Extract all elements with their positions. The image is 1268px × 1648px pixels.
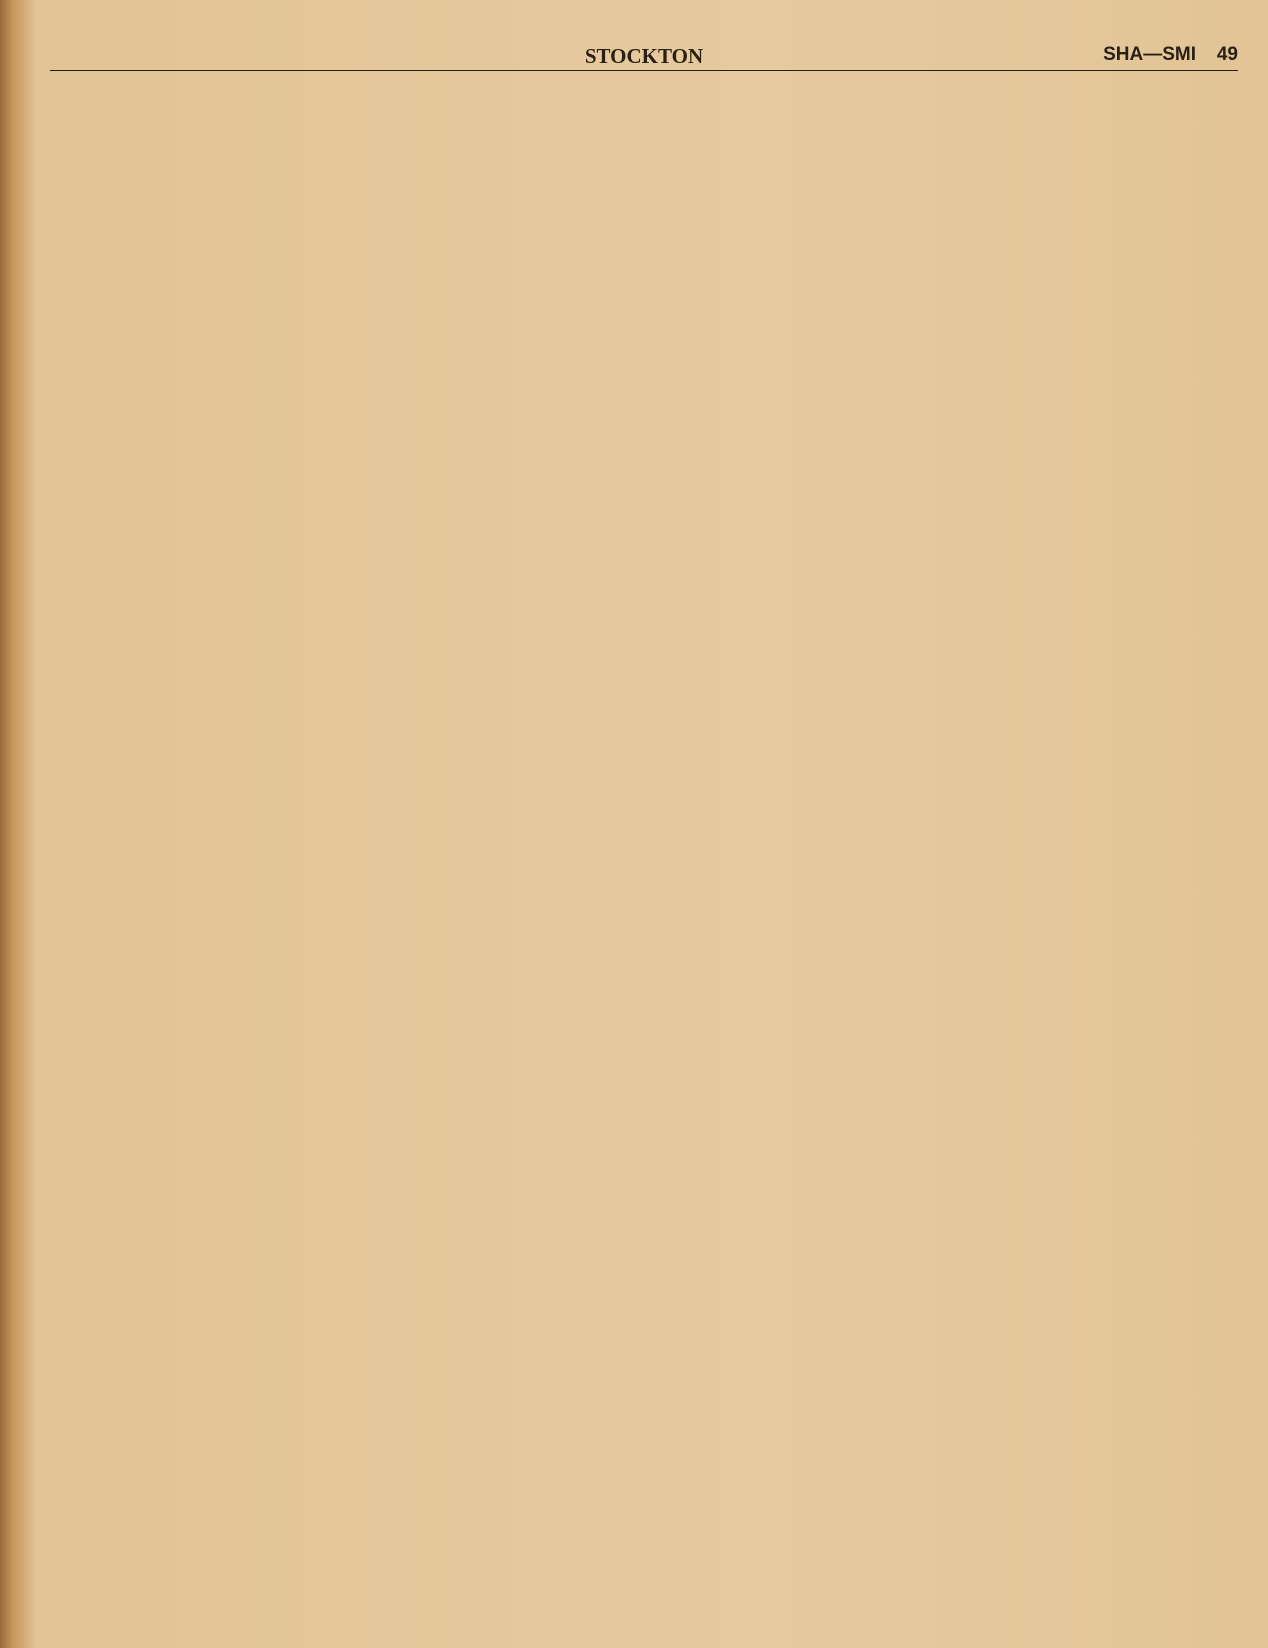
listing-column-2 (440, 74, 826, 1612)
listing-column-3 (846, 74, 1242, 1612)
city-title: STOCKTON (584, 44, 704, 68)
listing-column-1 (54, 74, 436, 1612)
page-number: 49 (1216, 44, 1238, 65)
name-range: SHA—SMI (1103, 44, 1196, 65)
page-header (50, 44, 1238, 71)
